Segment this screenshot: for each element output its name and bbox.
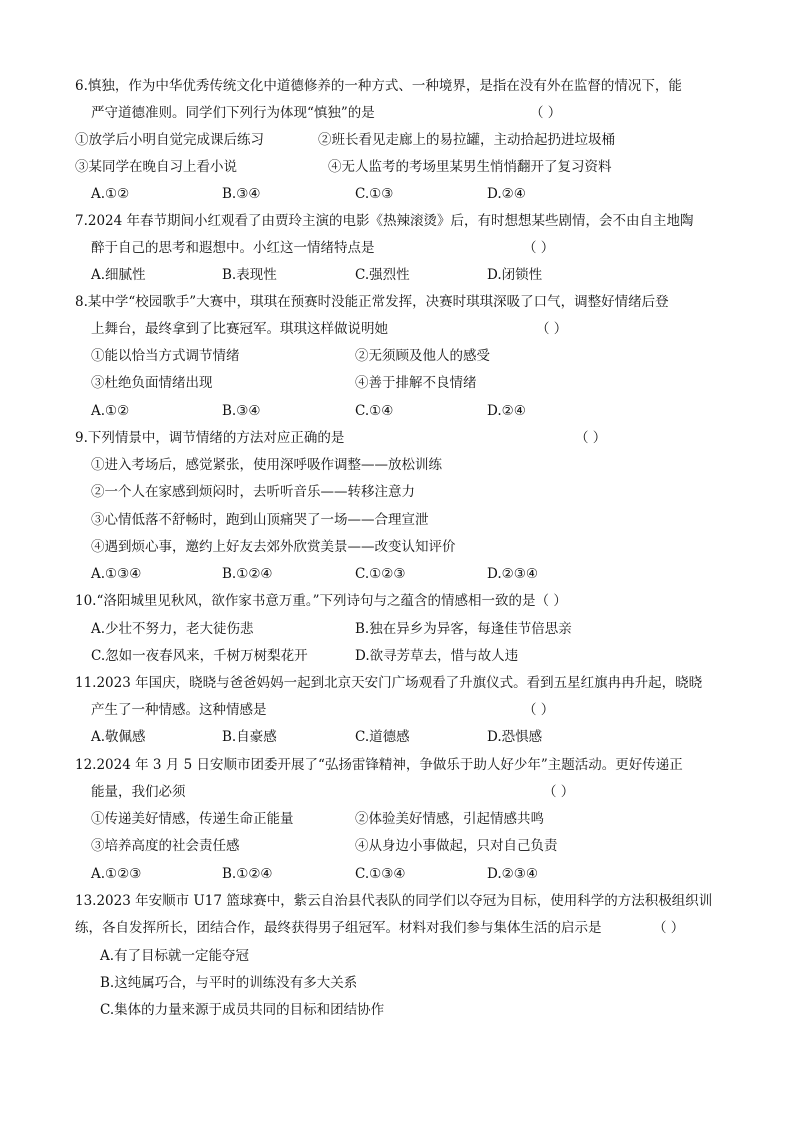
q12-option-a: A.①②③ xyxy=(91,866,142,882)
q10-stem: 10.“洛阳城里见秋风，欲作家书意万重。”下列诗句与之蕴含的情感相一致的是（ ） xyxy=(75,593,567,609)
q12-option-b: B.①②④ xyxy=(222,866,273,882)
q12-item-1: ①传递美好情感，传递生命正能量 xyxy=(91,811,294,827)
q8-option-c: C.①④ xyxy=(355,403,394,419)
q12-answer-paren: （ ） xyxy=(543,784,575,800)
q6-answer-paren: （ ） xyxy=(530,105,562,121)
q8-option-a: A.①② xyxy=(91,403,130,419)
q9-option-b: B.①②④ xyxy=(222,566,273,582)
q9-item-2: ②一个人在家感到烦闷时，去听听音乐——转移注意力 xyxy=(91,484,415,500)
q13-option-a: A.有了目标就一定能夺冠 xyxy=(100,948,250,964)
q12-stem-line-2: 能量，我们必须 xyxy=(91,784,186,800)
q10-option-c: C.忽如一夜春风来，千树万树梨花开 xyxy=(91,648,308,664)
q8-item-1: ①能以恰当方式调节情绪 xyxy=(91,348,240,364)
q8-item-2: ②无须顾及他人的感受 xyxy=(355,348,490,364)
q7-stem-line-2: 醉于自己的思考和遐想中。小红这一情绪特点是 xyxy=(91,240,375,256)
q12-option-c: C.①③④ xyxy=(355,866,406,882)
q13-stem-line-2: 练，各自发挥所长，团结合作，最终获得男子组冠军。材料对我们参与集体生活的启示是 xyxy=(75,920,602,936)
q11-option-d: D.恐惧感 xyxy=(487,729,543,745)
q8-stem-line-1: 8.某中学“校园歌手”大赛中，琪琪在预赛时没能正常发挥，决赛时琪琪深吸了口气，调整好情绪后登 xyxy=(75,294,669,310)
q6-item-4: ④无人监考的考场里某男生悄悄翻开了复习资料 xyxy=(328,159,612,175)
q9-option-a: A.①③④ xyxy=(91,566,142,582)
q7-option-d: D.闭锁性 xyxy=(487,267,543,283)
q6-option-a: A.①② xyxy=(91,186,130,202)
q7-option-b: B.表现性 xyxy=(222,267,277,283)
q8-item-3: ③杜绝负面情绪出现 xyxy=(91,375,213,391)
q9-option-c: C.①②③ xyxy=(355,566,406,582)
q8-stem-line-2: 上舞台，最终拿到了比赛冠军。琪琪这样做说明她 xyxy=(91,321,388,337)
q12-item-2: ②体验美好情感，引起情感共鸣 xyxy=(355,811,544,827)
q12-option-d: D.②③④ xyxy=(487,866,538,882)
q6-item-2: ②班长看见走廊上的易拉罐，主动拾起扔进垃圾桶 xyxy=(318,132,615,148)
q6-item-3: ③某同学在晚自习上看小说 xyxy=(75,159,237,175)
q9-item-3: ③心情低落不舒畅时，跑到山顶痛哭了一场——合理宣泄 xyxy=(91,512,429,528)
q10-option-b: B.独在异乡为异客，每逢佳节倍思亲 xyxy=(355,621,572,637)
q9-answer-paren: （ ） xyxy=(575,430,607,446)
q7-option-c: C.强烈性 xyxy=(355,267,410,283)
q11-option-c: C.道德感 xyxy=(355,729,410,745)
q9-option-d: D.②③④ xyxy=(487,566,538,582)
q6-item-1: ①放学后小明自觉完成课后练习 xyxy=(75,132,264,148)
q8-option-d: D.②④ xyxy=(487,403,526,419)
q6-option-c: C.①③ xyxy=(355,186,394,202)
q12-stem-line-1: 12.2024 年 3 月 5 日安顺市团委开展了“弘扬雷锋精神，争做乐于助人好少年”主题活动。更好传递正 xyxy=(75,757,683,773)
q11-option-a: A.敬佩感 xyxy=(91,729,146,745)
q7-answer-paren: （ ） xyxy=(523,240,555,256)
q11-stem-line-1: 11.2023 年国庆，晓晓与爸爸妈妈一起到北京天安门广场观看了升旗仪式。看到五星红旗冉冉升起，晓晓 xyxy=(75,675,703,691)
q8-item-4: ④善于排解不良情绪 xyxy=(355,375,477,391)
q9-item-1: ①进入考场后，感觉紧张，使用深呼吸作调整——放松训练 xyxy=(91,457,442,473)
q9-stem-line-1: 9.下列情景中，调节情绪的方法对应正确的是 xyxy=(75,430,345,446)
q10-option-d: D.欲寻芳草去，惜与故人违 xyxy=(355,648,519,664)
q8-option-b: B.③④ xyxy=(222,403,261,419)
q6-option-b: B.③④ xyxy=(222,186,261,202)
q7-stem-line-1: 7.2024 年春节期间小红观看了由贾玲主演的电影《热辣滚烫》后，有时想想某些剧情，会不由自主地陶 xyxy=(75,213,694,229)
q6-stem-line-1: 6.慎独，作为中华优秀传统文化中道德修养的一种方式、一种境界，是指在没有外在监督的情况下，能 xyxy=(75,78,682,94)
q12-item-3: ③培养高度的社会责任感 xyxy=(91,838,240,854)
q11-stem-line-2: 产生了一种情感。这种情感是 xyxy=(91,702,267,718)
q8-answer-paren: （ ） xyxy=(536,321,568,337)
q6-option-d: D.②④ xyxy=(487,186,526,202)
q10-option-a: A.少壮不努力，老大徒伤悲 xyxy=(91,621,254,637)
q11-answer-paren: （ ） xyxy=(523,702,555,718)
q13-option-c: C.集体的力量来源于成员共同的目标和团结协作 xyxy=(100,1002,385,1018)
q11-option-b: B.自豪感 xyxy=(222,729,277,745)
q9-item-4: ④遇到烦心事，邀约上好友去郊外欣赏美景——改变认知评价 xyxy=(91,539,456,555)
q13-answer-paren: （ ） xyxy=(653,920,685,936)
q13-option-b: B.这纯属巧合，与平时的训练没有多大关系 xyxy=(100,975,358,991)
q7-option-a: A.细腻性 xyxy=(91,267,146,283)
q6-stem-line-2: 严守道德准则。同学们下列行为体现“慎独”的是 xyxy=(91,105,375,121)
q13-stem-line-1: 13.2023 年安顺市 U17 篮球赛中，紫云自治县代表队的同学们以夺冠为目标，使用科学的方法积极组织训 xyxy=(75,893,713,909)
q12-item-4: ④从身边小事做起，只对自己负责 xyxy=(355,838,558,854)
